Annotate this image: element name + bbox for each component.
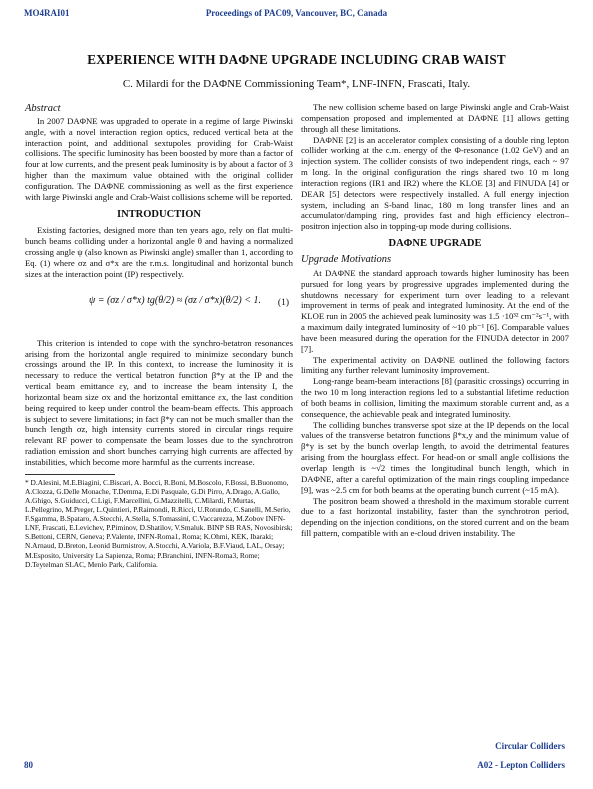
intro-paragraph-2: This criterion is intended to cope with the synchro-betatron resonances arising from the horizontal angle required to minimize secondary bunch crossings around the IP. In this context, to increase the luminosity it is necessary to reduce the vertical betatron function β*y at the IP and the vertical beam emittance εy, and to increase the beam intensity I, the horizontal beam size σx and the horizontal emittance εx, the last condition being required to keep under control the beam-beam effects. This approach is subject to severe limitations; in fact β*y can not be much smaller than the bunch length σz, high intensity currents stored in circular rings require relevant RF power to compensate the beam losses due to the synchrotron radiation emission and short bunches carrying high currents are affected by instabilities, which become more harmful as the currents increase.	[25, 337, 293, 467]
author-footnote: * D.Alesini, M.E.Biagini, C.Biscari, A. Bocci, R.Boni, M.Boscolo, F.Bossi, B.Buonomo, A.Clozza, G.Delle Monache, T.Demma, E.Di Pasquale, G.Di Pirro, A.Drago, A.Gallo, A.Ghigo, S.Guiducci, C.Ligi, F.Marcellini, G.Mazzitelli, C.Milardi, F.Murtas, L.Pellegrino, M.Preger, L.Quintieri, P.Raimondi, R.Ricci, U.Rotundo, C.Sanelli, M.Serio, F.Sgamma, B.Spataro, A.Stecchi, A.Stella, S.Tomassini, C.Vaccarezza, M.Zobov INFN-LNF, Frascati, E.Levichev, P.Piminov, D.Shatilov, V.Smaluk. BINP SB RAS, Novosibirsk; S.Bettoni, CERN, Geneva; P.Valente, INFN-Roma1, Roma; K.Ohmi, KEK, Ibaraki; N.Arnaud, D.Breton, Leonid Burmistrov, A.Stocchi, A.Variola, B.F.Viaud, LAL, Orsay; M.Esposito, University La Sapienza, Roma; P.Branchini, INFN-Roma3, Rome; D.Teytelman SLAC, Menlo Park, California.	[25, 477, 293, 569]
footer-page-number: 80	[24, 760, 33, 770]
introduction-heading: INTRODUCTION	[116, 208, 201, 220]
upgrade-heading: DAΦNE UPGRADE	[388, 238, 482, 250]
body-paragraph-1: The new collision scheme based on large Piwinski angle and Crab-Waist compensation proposed and implemented at DAΦNE [1] allows getting through all these limitations.	[301, 102, 569, 134]
equation-number: (1)	[277, 297, 289, 308]
body-paragraph-6: The colliding bunches transverse spot size at the IP depends on the local values of the transverse betatron functions β*x,y and the minimum value of β*y is set by the bunch overlap length, to avoid the detrimental features arising from the hourglass effect. For head-on or small angle collisions the overlap length is ~√2 times the longitudinal bunch length, which in DAΦNE, after a careful optimization of the main rings coupling impedance [9], was ~2.5 cm for both beams at the operating bunch current (~15 mA).	[301, 419, 569, 495]
abstract-text: In 2007 DAΦNE was upgraded to operate in a regime of large Piwinski angle, with a novel interaction region optics, reduced vertical beta at the interaction point, and additional sextupoles providing for Crab-Waist collisions. The specific luminosity has been boosted by more than a factor of four at low currents, and the present peak luminosity is by about a factor of 3 higher than the maximum value obtained with the original collider configuration. The DAΦNE commissioning as well as the first experience with large Piwinski angle and Crab-Waist collisions scheme will be reported.	[25, 115, 293, 202]
footnote-divider	[25, 474, 115, 475]
equation-1	[25, 282, 293, 332]
paper-title: EXPERIENCE WITH DAΦNE UPGRADE INCLUDING CRAB WAIST	[87, 52, 506, 67]
body-paragraph-5: Long-range beam-beam interactions [8] (parasitic crossings) occurring in the two 10 m long interaction regions led to a substantial lifetime reduction of both beams in collision, limiting the maximum storable current and, as a consequence, the achievable peak and integrated luminosity.	[301, 376, 569, 419]
paper-authors: C. Milardi for the DAΦNE Commissioning Team*, LNF-INFN, Frascati, Italy.	[122, 78, 471, 90]
footer-category: A02 - Lepton Colliders	[477, 760, 565, 770]
right-column	[301, 102, 569, 539]
intro-paragraph-1: Existing factories, designed more than ten years ago, rely on flat multi-bunch beams colliding under a horizontal angle θ and having a normalized crossing angle ψ (also known as Piwinski angle) smaller than 1, according to Eq. (1) where σz and σ*x are the r.m.s. longitudinal and horizontal bunch sizes at the interaction point (IP) respectively.	[25, 225, 293, 279]
header-paper-code: MO4RAI01	[24, 8, 70, 18]
body-paragraph-3: At DAΦNE the standard approach towards higher luminosity has been pursued for long years by progressive upgrades implemented during the shutdowns necessary for experiment turn over leading to a relevant improvement in terms of peak and integrated luminosity. At the end of the KLOE run in 2005 the achieved peak luminosity was 1.5 ·10³² cm⁻²s⁻¹, with a maximum daily integrated luminosity of ~10 pb⁻¹ [6]. Comparable values have been measured during the operation for the FINUDA detector in 2007 [7].	[301, 267, 569, 354]
motivations-subheading: Upgrade Motivations	[301, 253, 392, 265]
abstract-heading: Abstract	[25, 103, 61, 114]
body-paragraph-7: The positron beam showed a threshold in the maximum storable current due to a fast horizontal instability, faster than the synchrotron period, depending on the injection conditions, on the stored current and on the beam fill pattern, compatible with an e-cloud driven instability. The	[301, 495, 569, 539]
body-paragraph-4: The experimental activity on DAΦNE outlined the following factors limiting any further relevant luminosity improvement.	[301, 354, 569, 376]
footer-topic: Circular Colliders	[495, 741, 565, 751]
left-column	[25, 104, 293, 569]
body-paragraph-2: DAΦNE [2] is an accelerator complex consisting of a double ring lepton collider working at the c.m. energy of the Φ-resonance (1.02 GeV) and an injection system. The collider consists of two independent rings, each ~ 97 m long. In the original configuration the rings shared two 10 m long interaction regions (IR1 and IR2) where the KLOE [3] and FINUDA [4] or DEAR [5] detectors were respectively installed. A full energy injection system, including an S-band linac, 180 m long transfer lines and an accumulator/damping ring, provides fast and high efficiency electron–positron injection also in topping-up mode during collisions.	[301, 134, 569, 232]
equation-body: ψ = (σz / σ*x) tg(θ/2) ≈ (σz / σ*x)(θ/2) < 1.	[89, 294, 261, 306]
header-proceedings: Proceedings of PAC09, Vancouver, BC, Canada	[205, 8, 388, 18]
